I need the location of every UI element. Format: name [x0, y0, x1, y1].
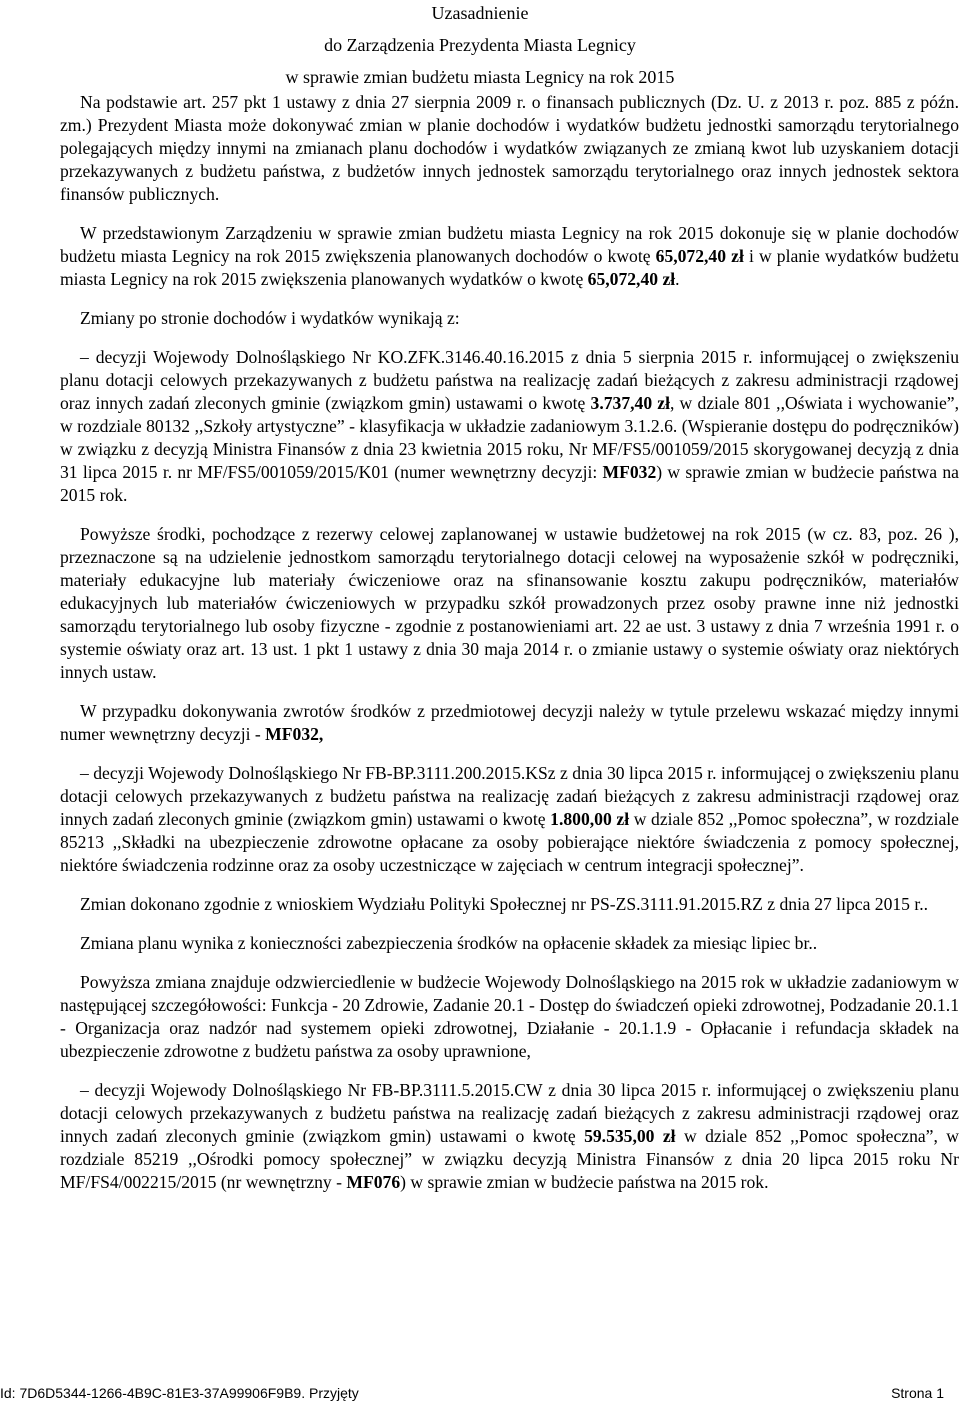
page-footer — [0, 1383, 960, 1403]
summary-paragraph — [60, 222, 959, 291]
decision-2-text-2: w dziale 852 ,,Pomoc społeczna”, w rozdziale 85213 ,,Składki na ubezpieczenie zdrowotne opłacane za osoby pobierające niektóre świadczenia z pomocy społecznej, niektóre świadczenia rodzinne oraz za osoby uczestniczące w zajęciach w centrum integracji społecznej”. — [60, 809, 959, 875]
decision-1-text-2: , w dziale 801 ,,Oświata i wychowanie”, w rozdziale 80132 ,,Szkoły artystyczne” - klasyfikacja w układzie zadaniowym 3.1.2.6. (Wspieranie dostępu do podręczników) w związku z decyzją Ministra Finansów z dnia 23 kwietnia 2015 roku, Nr MF/FS5/001059/2015 skorygowanej decyzją z dnia 31 lipca 2015 r. nr MF/FS5/001059/2015/K01 (numer wewnętrzny decyzji: — [60, 393, 959, 482]
document-subject: w sprawie zmian budżetu miasta Legnicy na rok 2015 — [285, 67, 675, 87]
document-subtitle: do Zarządzenia Prezydenta Miasta Legnicy — [324, 35, 636, 55]
decision-2-amount: 1.800,00 zł — [550, 809, 630, 829]
document-title: Uzasadnienie — [431, 3, 529, 23]
summary-text-1: W przedstawionym Zarządzeniu w sprawie zmian budżetu miasta Legnicy na rok 2015 dokonuje się w planie dochodów budżetu miasta Legnicy na rok 2015 zwiększenia planowanych dochodów o kwotę — [60, 223, 959, 266]
request-paragraph: Zmian dokonano zgodnie z wnioskiem Wydziału Polityki Społecznej nr PS-ZS.3111.91.2015.RZ z dnia 27 lipca 2015 r.. — [80, 894, 929, 914]
expense-amount: 65,072,40 zł — [587, 269, 676, 289]
decision-3-text-2: w dziale 852 ,,Pomoc społeczna”, w rozdziale 85219 ,,Ośrodki pomocy społecznej” w związku decyzją Ministra Finansów z dnia 20 lipca 2015 roku Nr MF/FS4/002215/2015 (nr wewnętrzny - — [60, 1126, 959, 1192]
decision-1-text-3: ) w sprawie zmian w budżecie państwa na 2015 rok. — [60, 462, 959, 505]
refund-code: MF032, — [265, 724, 324, 744]
decision-item-2 — [60, 762, 959, 877]
document-id: Id: 7D6D5344-1266-4B9C-81E3-37A99906F9B9. Przyjęty — [0, 1385, 359, 1401]
page-number: Strona 1 — [891, 1385, 944, 1401]
refund-text: W przypadku dokonywania zwrotów środków z przedmiotowej decyzji należy w tytule przelewu wskazać między innymi numer wewnętrzny decyzji - — [60, 701, 959, 744]
reflection-paragraph: Powyższa zmiana znajduje odzwierciedlenie w budżecie Wojewody Dolnośląskiego na 2015 rok w układzie zadaniowym w następującej szczegółowości: Funkcja - 20 Zdrowie, Zadanie 20.1 - Dostęp do świadczeń opieki zdrowotnej, Podzadanie 20.1.1 - Organizacja oraz nadzór nad systemem opieki zdrowotnej, Działanie - 20.1.1.9 - Opłacanie i refundacja składek na ubezpieczenie zdrowotne z budżetu państwa za osoby uprawnione, — [60, 972, 959, 1061]
decision-3-code: MF076 — [346, 1172, 401, 1192]
decision-1-amount: 3.737,40 zł — [590, 393, 670, 413]
legal-basis-paragraph: Na podstawie art. 257 pkt 1 ustawy z dnia 27 sierpnia 2009 r. o finansach publicznych (Dz. U. z 2013 r. poz. 885 z późn. zm.) Prezydent Miasta może dokonywać zmian w planie dochodów i wydatków budżetu jednostki samorządu terytorialnego polegających między innymi na zmianach planu dochodów i wydatków związanych ze zmianą kwot lub uzyskaniem dotacji przekazywanych z budżetu państwa, z budżetów innych jednostek samorządu terytorialnego oraz innych jednostek sektora finansów publicznych. — [60, 92, 959, 204]
decision-2-text-1: – decyzji Wojewody Dolnośląskiego Nr FB-BP.3111.200.2015.KSz z dnia 30 lipca 2015 r. informującej o zwiększeniu planu dotacji celowych przekazywanych z budżetu państwa na realizację zadań bieżących z zakresu administracji rządowej oraz innych zadań zleconych gminie (związkom gmin) ustawami o kwotę — [60, 763, 959, 829]
document-body — [60, 91, 959, 1194]
decision-3-text-3: ) w sprawie zmian w budżecie państwa na 2015 rok. — [400, 1172, 769, 1192]
decision-1-text-1: – decyzji Wojewody Dolnośląskiego Nr KO.ZFK.3146.40.16.2015 z dnia 5 sierpnia 2015 r. informującej o zwiększeniu planu dotacji celowych przekazywanych z budżetu państwa na realizację zadań bieżących z zakresu administracji rządowej oraz innych zadań zleconych gminie (związkom gmin) ustawami o kwotę — [60, 347, 959, 413]
decision-1-code: MF032 — [602, 462, 657, 482]
income-amount: 65,072,40 zł — [655, 246, 744, 266]
changes-intro: Zmiany po stronie dochodów i wydatków wynikają z: — [80, 308, 460, 328]
summary-text-2: i w planie wydatków budżetu miasta Legnicy na rok 2015 zwiększenia planowanych wydatków o kwotę — [60, 246, 959, 289]
funds-paragraph: Powyższe środki, pochodzące z rezerwy celowej zaplanowanej w ustawie budżetowej na rok 2015 (w cz. 83, poz. 26 ), przeznaczone są na udzielenie jednostkom samorządu terytorialnego dotacji celowej na wyposażenie szkół w podręczniki, materiały edukacyjne lub materiały ćwiczeniowe oraz na sfinansowanie kosztu zakupu podręczników, materiałów edukacyjnych lub materiałów ćwiczeniowych w przypadku szkół prowadzonych przez osoby prawne inne niż jednostki samorządu terytorialnego lub osoby fizyczne - zgodnie z postanowieniami art. 22 ae ust. 3 ustawy z dnia 7 września 1991 r. o systemie oświaty oraz art. 13 ust. 1 pkt 1 ustawy z dnia 30 maja 2014 r. o zmianie ustawy o systemie oświaty oraz niektórych innych ustaw. — [60, 524, 959, 682]
decision-item-3 — [60, 1079, 959, 1194]
reason-paragraph: Zmiana planu wynika z konieczności zabezpieczenia środków na opłacenie składek za miesiąc lipiec br.. — [80, 933, 818, 953]
summary-text-3: . — [675, 269, 680, 289]
decision-3-amount: 59.535,00 zł — [584, 1126, 676, 1146]
refund-paragraph — [60, 700, 959, 746]
decision-3-text-1: – decyzji Wojewody Dolnośląskiego Nr FB-BP.3111.5.2015.CW z dnia 30 lipca 2015 r. informującej o zwiększeniu planu dotacji celowych przekazywanych z budżetu państwa na realizację zadań bieżących z zakresu administracji rządowej oraz innych zadań zleconych gminie (związkom gmin) ustawami o kwotę — [60, 1080, 959, 1146]
decision-item-1 — [60, 346, 959, 507]
